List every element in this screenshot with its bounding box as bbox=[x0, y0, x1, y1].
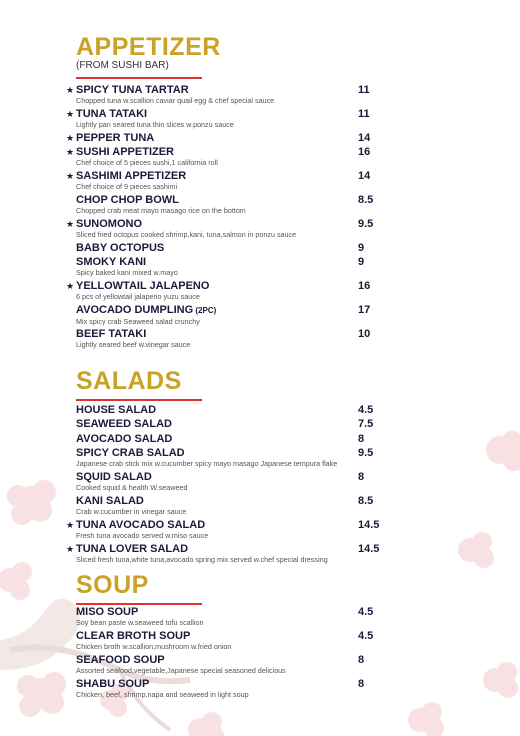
menu-item-name: SPICY TUNA TARTAR bbox=[76, 84, 189, 96]
menu-item-name: MISO SOUP bbox=[76, 606, 139, 618]
menu-item-price: 4.5 bbox=[358, 606, 374, 618]
menu-item-name: TUNA AVOCADO SALAD bbox=[76, 519, 206, 531]
menu-item bbox=[66, 146, 456, 167]
menu-item-price: 11 bbox=[358, 84, 370, 96]
menu-item bbox=[66, 108, 456, 129]
menu-item-description: Lightly pan seared tuna thin slices w.ponzu sauce bbox=[76, 120, 234, 129]
section-divider bbox=[76, 77, 202, 79]
menu-item-price: 8 bbox=[358, 654, 365, 666]
menu-item bbox=[76, 471, 456, 492]
section-divider bbox=[76, 399, 202, 401]
menu-item-price: 9 bbox=[358, 256, 365, 268]
menu-item-name: SASHIMI APPETIZER bbox=[76, 170, 187, 182]
menu-item-description: Chopped crab meat mayo masago rice on the bottom bbox=[76, 206, 246, 215]
menu-item-price: 4.5 bbox=[358, 404, 374, 416]
menu-item-price: 17 bbox=[358, 304, 371, 316]
section-divider bbox=[76, 603, 202, 605]
menu-item bbox=[76, 606, 456, 627]
menu-item-description: Chopped tuna w.scallion caviar quail egg & chef special sauce bbox=[76, 96, 275, 105]
menu-item bbox=[66, 84, 456, 105]
menu-item-price: 16 bbox=[358, 146, 371, 158]
menu-item-description: Chef choice of 5 pieces sushi,1 california roll bbox=[76, 158, 218, 167]
menu-item-description: Sliced fresh tuna,white tuna,avocado spring mix served w.chef special dressing bbox=[76, 555, 328, 564]
star-icon: ★ bbox=[66, 171, 75, 181]
menu-item-description: Assorted seafood,vegetable,Japanese special seasoned delicious bbox=[76, 666, 286, 675]
menu-item-price: 11 bbox=[358, 108, 370, 120]
menu-item-price: 14 bbox=[358, 132, 371, 144]
menu-item bbox=[76, 194, 456, 215]
menu-item-name: SEAFOOD SOUP bbox=[76, 654, 165, 666]
menu-item-price: 4.5 bbox=[358, 630, 374, 642]
star-icon: ★ bbox=[66, 281, 75, 291]
section-title-soup: SOUP bbox=[76, 571, 149, 599]
menu-item-price: 8 bbox=[358, 678, 365, 690]
salads-section bbox=[66, 367, 456, 564]
menu-item-name: SEAWEED SALAD bbox=[76, 418, 172, 430]
menu-item-description: Chicken, beef, shrimp,napa and seaweed in light soup bbox=[76, 690, 249, 699]
menu-item-name: KANI SALAD bbox=[76, 495, 144, 507]
section-subtitle-appetizer: (FROM SUSHI BAR) bbox=[76, 60, 169, 71]
menu-item-name: SHABU SOUP bbox=[76, 678, 150, 690]
menu-item bbox=[76, 418, 456, 430]
menu-item-name: SMOKY KANI bbox=[76, 256, 147, 268]
menu-item bbox=[66, 218, 456, 239]
menu-item-price: 8.5 bbox=[358, 194, 374, 206]
menu-item-price: 9 bbox=[358, 242, 365, 254]
menu-item-name-suffix: (2PC) bbox=[193, 306, 217, 315]
menu-item-name: HOUSE SALAD bbox=[76, 404, 157, 416]
menu-item-description: Crab w.cucumber in vinegar sauce bbox=[76, 507, 187, 516]
menu-item-description: Spicy baked kani mixed w.mayo bbox=[76, 268, 178, 277]
menu-item-name: AVOCADO SALAD bbox=[76, 433, 173, 445]
menu-item-name: AVOCADO DUMPLING (2PC) bbox=[76, 304, 217, 316]
menu-item-price: 10 bbox=[358, 328, 371, 340]
appetizer-section bbox=[66, 33, 456, 349]
menu-item bbox=[76, 630, 456, 651]
menu-item-price: 16 bbox=[358, 280, 371, 292]
star-icon: ★ bbox=[66, 109, 75, 119]
menu-item bbox=[76, 304, 456, 326]
menu-item-name: BEEF TATAKI bbox=[76, 328, 147, 340]
menu-item-name: SPICY CRAB SALAD bbox=[76, 447, 185, 459]
menu-item-price: 14.5 bbox=[358, 543, 380, 555]
menu-item-price: 9.5 bbox=[358, 447, 374, 459]
menu-item-description: Lightly seared beef w.vinegar sauce bbox=[76, 340, 191, 349]
menu-item-price: 14.5 bbox=[358, 519, 380, 531]
menu-item-description: Cooked squid & health W.seaweed bbox=[76, 483, 188, 492]
menu-item bbox=[66, 543, 456, 564]
menu-item-name: SUNOMONO bbox=[76, 218, 142, 230]
star-icon: ★ bbox=[66, 544, 75, 554]
menu-item bbox=[76, 433, 456, 445]
menu-item bbox=[66, 132, 456, 144]
menu-item-price: 8.5 bbox=[358, 495, 374, 507]
star-icon: ★ bbox=[66, 520, 75, 530]
menu-item bbox=[76, 256, 456, 277]
menu-item-name: YELLOWTAIL JALAPENO bbox=[76, 280, 210, 292]
menu-item-description: Fresh tuna avocado served w.miso sauce bbox=[76, 531, 209, 540]
menu-item-name: PEPPER TUNA bbox=[76, 132, 155, 144]
menu-item-name: SQUID SALAD bbox=[76, 471, 152, 483]
menu-item bbox=[76, 242, 456, 254]
menu-item bbox=[76, 447, 456, 468]
menu-item-price: 7.5 bbox=[358, 418, 374, 430]
star-icon: ★ bbox=[66, 219, 75, 229]
soup-section bbox=[76, 571, 456, 699]
menu-item-price: 14 bbox=[358, 170, 371, 182]
menu-item-description: Japanese crab stick mix w.cucumber spicy mayo masago Japanese tempura flake bbox=[76, 459, 338, 468]
menu-item-description: Sliced fried octopus cooked shrimp,kani, tuna,salmon in ponzu sauce bbox=[76, 230, 297, 239]
menu-item-description: Soy bean paste w.seaweed tofu scallion bbox=[76, 618, 204, 627]
menu-item-name: CLEAR BROTH SOUP bbox=[76, 630, 191, 642]
star-icon: ★ bbox=[66, 147, 75, 157]
menu-item bbox=[66, 170, 456, 191]
menu-item bbox=[76, 678, 456, 699]
section-title-appetizer: APPETIZER bbox=[76, 33, 221, 61]
star-icon: ★ bbox=[66, 85, 75, 95]
menu-item bbox=[66, 519, 456, 540]
star-icon: ★ bbox=[66, 133, 75, 143]
menu-item-description: Chef choice of 9 pieces sashimi bbox=[76, 182, 178, 191]
menu-item-name: TUNA LOVER SALAD bbox=[76, 543, 189, 555]
menu-item-description: Chicken broth w.scallion,mushroom w.fried onion bbox=[76, 642, 232, 651]
menu-item bbox=[76, 404, 456, 416]
menu-item bbox=[76, 328, 456, 349]
menu-item-description: 6 pcs of yellowtail jalapeno yuzu sauce bbox=[76, 292, 200, 301]
menu-item bbox=[76, 654, 456, 675]
menu-item-name: CHOP CHOP BOWL bbox=[76, 194, 179, 206]
menu-item-name: BABY OCTOPUS bbox=[76, 242, 165, 254]
menu-item-name: SUSHI APPETIZER bbox=[76, 146, 174, 158]
menu-item-price: 8 bbox=[358, 433, 365, 445]
menu-item-description: Mix spicy crab Seaweed salad crunchy bbox=[76, 317, 200, 326]
menu-item bbox=[76, 495, 456, 516]
menu-item-price: 9.5 bbox=[358, 218, 374, 230]
menu-item bbox=[66, 280, 456, 301]
menu-item-name: TUNA TATAKI bbox=[76, 108, 148, 120]
section-title-salads: SALADS bbox=[76, 367, 182, 395]
menu-item-price: 8 bbox=[358, 471, 365, 483]
